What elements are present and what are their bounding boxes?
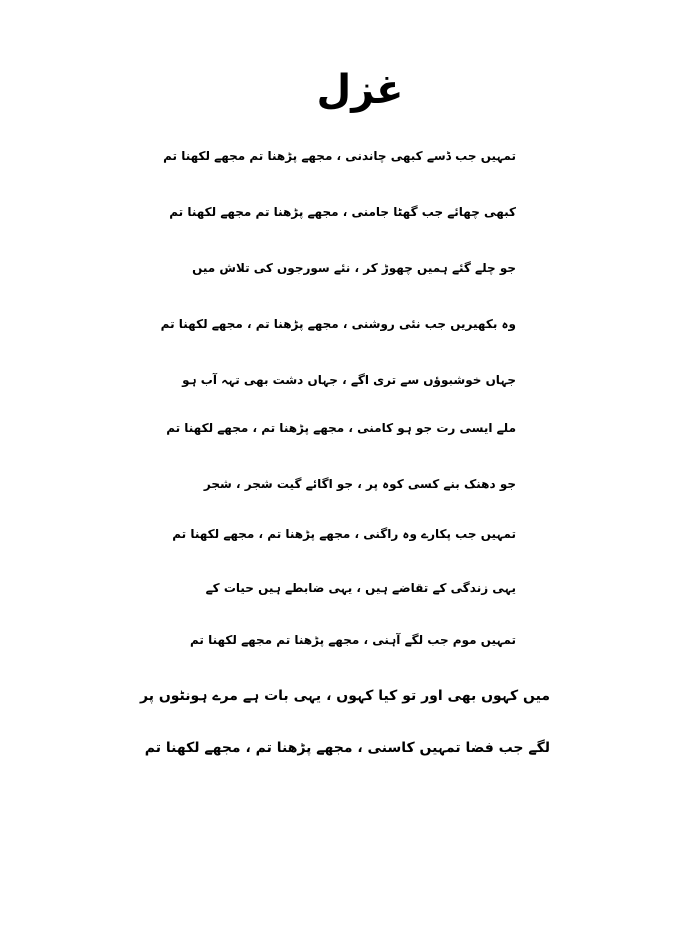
- poem-line-1: تمہیں جب ڈسے کبھی چاندنی ، مجھے پڑھنا تم مجھے لکھنا تم: [163, 149, 516, 163]
- poem-line-6: ملے ایسی رت جو ہو کامنی ، مجھے پڑھنا تم ، مجھے لکھنا تم: [166, 421, 516, 435]
- poem-line-10: تمہیں موم جب لگے آہنی ، مجھے پڑھنا تم مجھے لکھنا تم: [190, 633, 516, 647]
- poem-line-4: وہ بکھیریں جب نئی روشنی ، مجھے پڑھنا تم ، مجھے لکھنا تم: [160, 317, 516, 331]
- poem-title: غزل: [316, 67, 404, 113]
- poem-line-7: جو دھنک بنے کسی کوہ پر ، جو اگائے گیت شجر ، شجر: [203, 477, 516, 491]
- poem-line-9: یہی زندگی کے تقاضے ہیں ، یہی ضابطے ہیں حیات کے: [205, 581, 516, 595]
- poem-line-2: کبھی چھائے جب گھٹا جامنی ، مجھے پڑھنا تم مجھے لکھنا تم: [169, 205, 516, 219]
- poem-line-12: لگے جب فضا تمہیں کاسنی ، مجھے پڑھنا تم ، مجھے لکھنا تم: [144, 740, 550, 756]
- poem-line-11: میں کہوں بھی اور تو کیا کہوں ، یہی بات ہے مرے ہونٹوں پر: [139, 688, 550, 704]
- poem-line-8: تمہیں جب پکارے وہ راگنی ، مجھے پڑھنا تم ، مجھے لکھنا تم: [172, 527, 516, 541]
- poem-line-3: جو چلے گئے ہمیں چھوڑ کر ، نئے سورجوں کی تلاش میں: [192, 261, 516, 275]
- poem-line-5: جہاں خوشبوؤں سے تری اگے ، جہاں دشت بھی تہہ آب ہو: [182, 373, 516, 387]
